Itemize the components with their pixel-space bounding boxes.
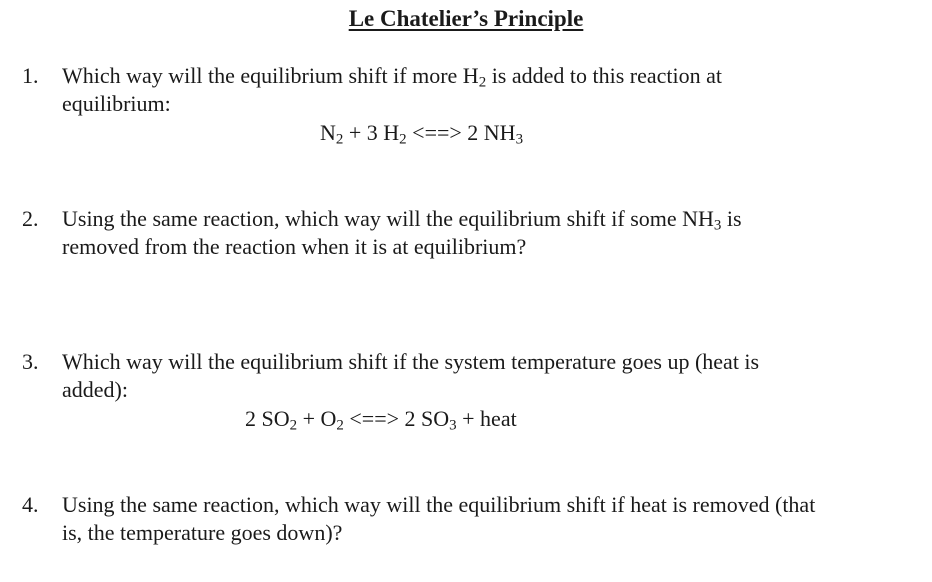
- question-line-2: equilibrium:: [62, 91, 171, 116]
- question-line-1: Which way will the equilibrium shift if the system temperature goes up (heat is: [62, 349, 760, 374]
- question-number: 1.: [22, 63, 39, 88]
- question-2: [22, 205, 922, 261]
- question-line-2: is, the temperature goes down)?: [62, 520, 343, 545]
- question-1: [22, 62, 922, 118]
- question-text: [62, 348, 922, 404]
- question-line-1: Which way will the equilibrium shift if more $H_2$ is added to this reaction at: [62, 63, 723, 91]
- question-line-2: added):: [62, 377, 128, 402]
- question-line-1: Using the same reaction, which way will the equilibrium shift if some $NH_3$ is: [62, 206, 742, 234]
- equation-ammonia: $N_2 + 3$ $H_2$ <==> 2 $NH_3$: [320, 120, 524, 148]
- question-line-1: Using the same reaction, which way will the equilibrium shift if heat is removed (that: [62, 492, 816, 517]
- question-number: 3.: [22, 349, 39, 374]
- question-number: 2.: [22, 206, 39, 231]
- question-3: [22, 348, 922, 404]
- question-4: [22, 491, 922, 547]
- question-text: [62, 491, 922, 547]
- question-text: [62, 205, 922, 261]
- equation-sulfur-trioxide: 2 $SO_2 + O_2$ <==> 2 $SO_3$ + heat: [245, 406, 517, 434]
- page-title: Le Chatelier’s Principle: [348, 6, 584, 31]
- question-line-2: removed from the reaction when it is at equilibrium?: [62, 234, 527, 259]
- question-number: 4.: [22, 492, 39, 517]
- question-text: [62, 62, 922, 118]
